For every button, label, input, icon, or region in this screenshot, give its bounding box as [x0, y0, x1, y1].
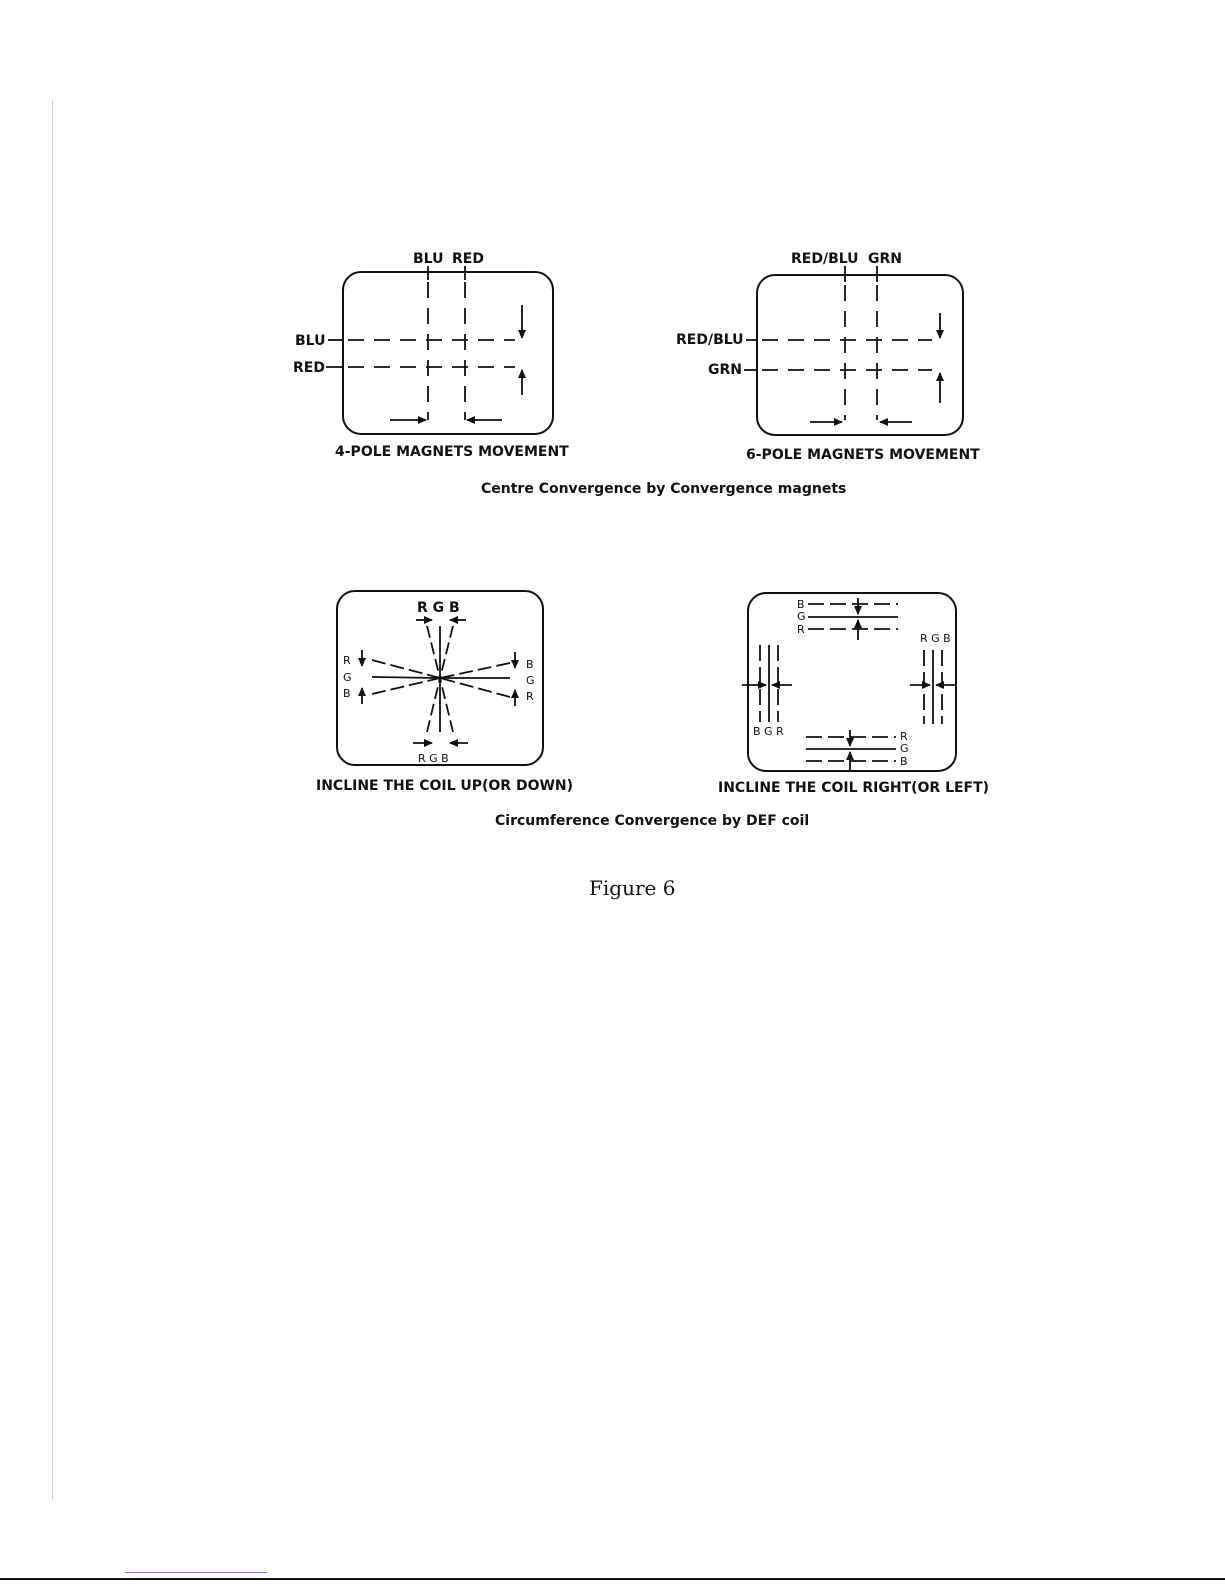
incline-up-left-r: R — [343, 654, 351, 667]
four-pole-screen — [343, 272, 553, 434]
four-pole-left-label-blu: BLU — [295, 333, 326, 349]
incline-up-diagram — [316, 591, 573, 794]
incline-right-top-r: R — [797, 623, 805, 636]
incline-right-bottom-r: R — [900, 730, 908, 743]
four-pole-diagram — [293, 251, 569, 460]
scan-edge-line — [52, 100, 53, 1500]
four-pole-left-label-red: RED — [293, 360, 325, 376]
six-pole-left-label-grn: GRN — [708, 362, 742, 378]
centre-convergence-caption: Centre Convergence by Convergence magnets — [481, 481, 847, 497]
six-pole-diagram — [676, 251, 980, 463]
incline-up-bottom-label: R G B — [418, 752, 449, 765]
incline-up-left-b: B — [343, 687, 351, 700]
four-pole-top-label-blu: BLU — [413, 251, 444, 267]
incline-right-caption: INCLINE THE COIL RIGHT(OR LEFT) — [718, 780, 990, 796]
six-pole-caption: 6-POLE MAGNETS MOVEMENT — [746, 447, 980, 463]
incline-up-caption: INCLINE THE COIL UP(OR DOWN) — [316, 778, 574, 794]
six-pole-screen — [757, 275, 963, 435]
incline-right-bottom-b: B — [900, 755, 908, 768]
four-pole-top-label-red: RED — [452, 251, 484, 267]
incline-right-left-label: B G R — [753, 725, 784, 738]
page-bottom-border — [0, 1578, 1225, 1580]
incline-right-diagram — [718, 593, 989, 796]
six-pole-left-label-redblu: RED/BLU — [676, 332, 744, 348]
incline-right-bottom-g: G — [900, 742, 909, 755]
incline-up-right-r: R — [526, 690, 534, 703]
incline-right-top-g: G — [797, 610, 806, 623]
incline-up-top-label: R G B — [417, 600, 460, 616]
incline-right-right-label: R G B — [920, 632, 951, 645]
four-pole-caption: 4-POLE MAGNETS MOVEMENT — [335, 444, 569, 460]
incline-up-right-g: G — [526, 674, 535, 687]
circumference-convergence-caption: Circumference Convergence by DEF coil — [495, 813, 810, 829]
six-pole-top-label-redblu: RED/BLU — [791, 251, 859, 267]
figure-label: Figure 6 — [589, 876, 676, 900]
incline-up-left-g: G — [343, 671, 352, 684]
incline-right-top-b: B — [797, 598, 805, 611]
incline-up-right-b: B — [526, 658, 534, 671]
link-underline — [125, 1572, 267, 1573]
six-pole-top-label-grn: GRN — [868, 251, 902, 267]
